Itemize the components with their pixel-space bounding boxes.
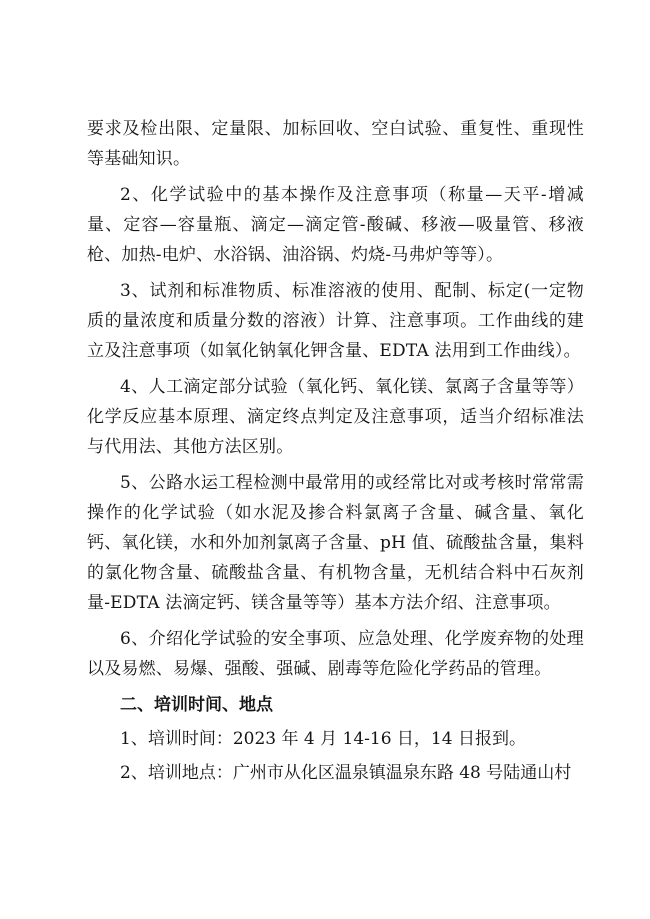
training-time-item: 1、培训时间：2023 年 4 月 14-16 日，14 日报到。 [120, 729, 526, 749]
paragraph-item-4: 4、人工滴定部分试验（氧化钙、氧化镁、氯离子含量等等）化学反应基本原理、滴定终点判定及注意事项，适当介绍标准法与代用法、其他方法区别。 [87, 377, 584, 457]
training-location-item: 2、培训地点：广州市从化区温泉镇温泉东路 48 号陆通山村 [120, 763, 572, 783]
paragraph-continued: 要求及检出限、定量限、加标回收、空白试验、重复性、重现性等基础知识。 [87, 119, 584, 169]
paragraph-item-3: 3、试剂和标准物质、标准溶液的使用、配制、标定(一定物质的量浓度和质量分数的溶液）计算、注意事项。工作曲线的建立及注意事项（如氧化钠氧化钾含量、EDTA 法用到工作曲线）。 [87, 281, 584, 361]
section-heading: 二、培训时间、地点 [120, 695, 273, 715]
paragraph-item-6: 6、介绍化学试验的安全事项、应急处理、化学废弃物的处理以及易燃、易爆、强酸、强碱、剧毒等危险化学药品的管理。 [87, 629, 584, 679]
paragraph-item-5: 5、公路水运工程检测中最常用的或经常比对或考核时常常需操作的化学试验（如水泥及掺合料氯离子含量、碱含量、氧化钙、氧化镁，水和外加剂氯离子含量、pH 值、硫酸盐含量，集料的氯化物含量、硫酸盐含量、有机物含量，无机结合料中石灰剂量-EDTA 法滴定钙、镁含量等等）基本方法介绍、注意事项。 [87, 473, 584, 613]
paragraph-item-2: 2、化学试验中的基本操作及注意事项（称量—天平-增减量、定容—容量瓶、滴定—滴定管-酸碱、移液—吸量管、移液枪、加热-电炉、水浴锅、油浴锅、灼烧-马弗炉等等）。 [87, 185, 584, 265]
